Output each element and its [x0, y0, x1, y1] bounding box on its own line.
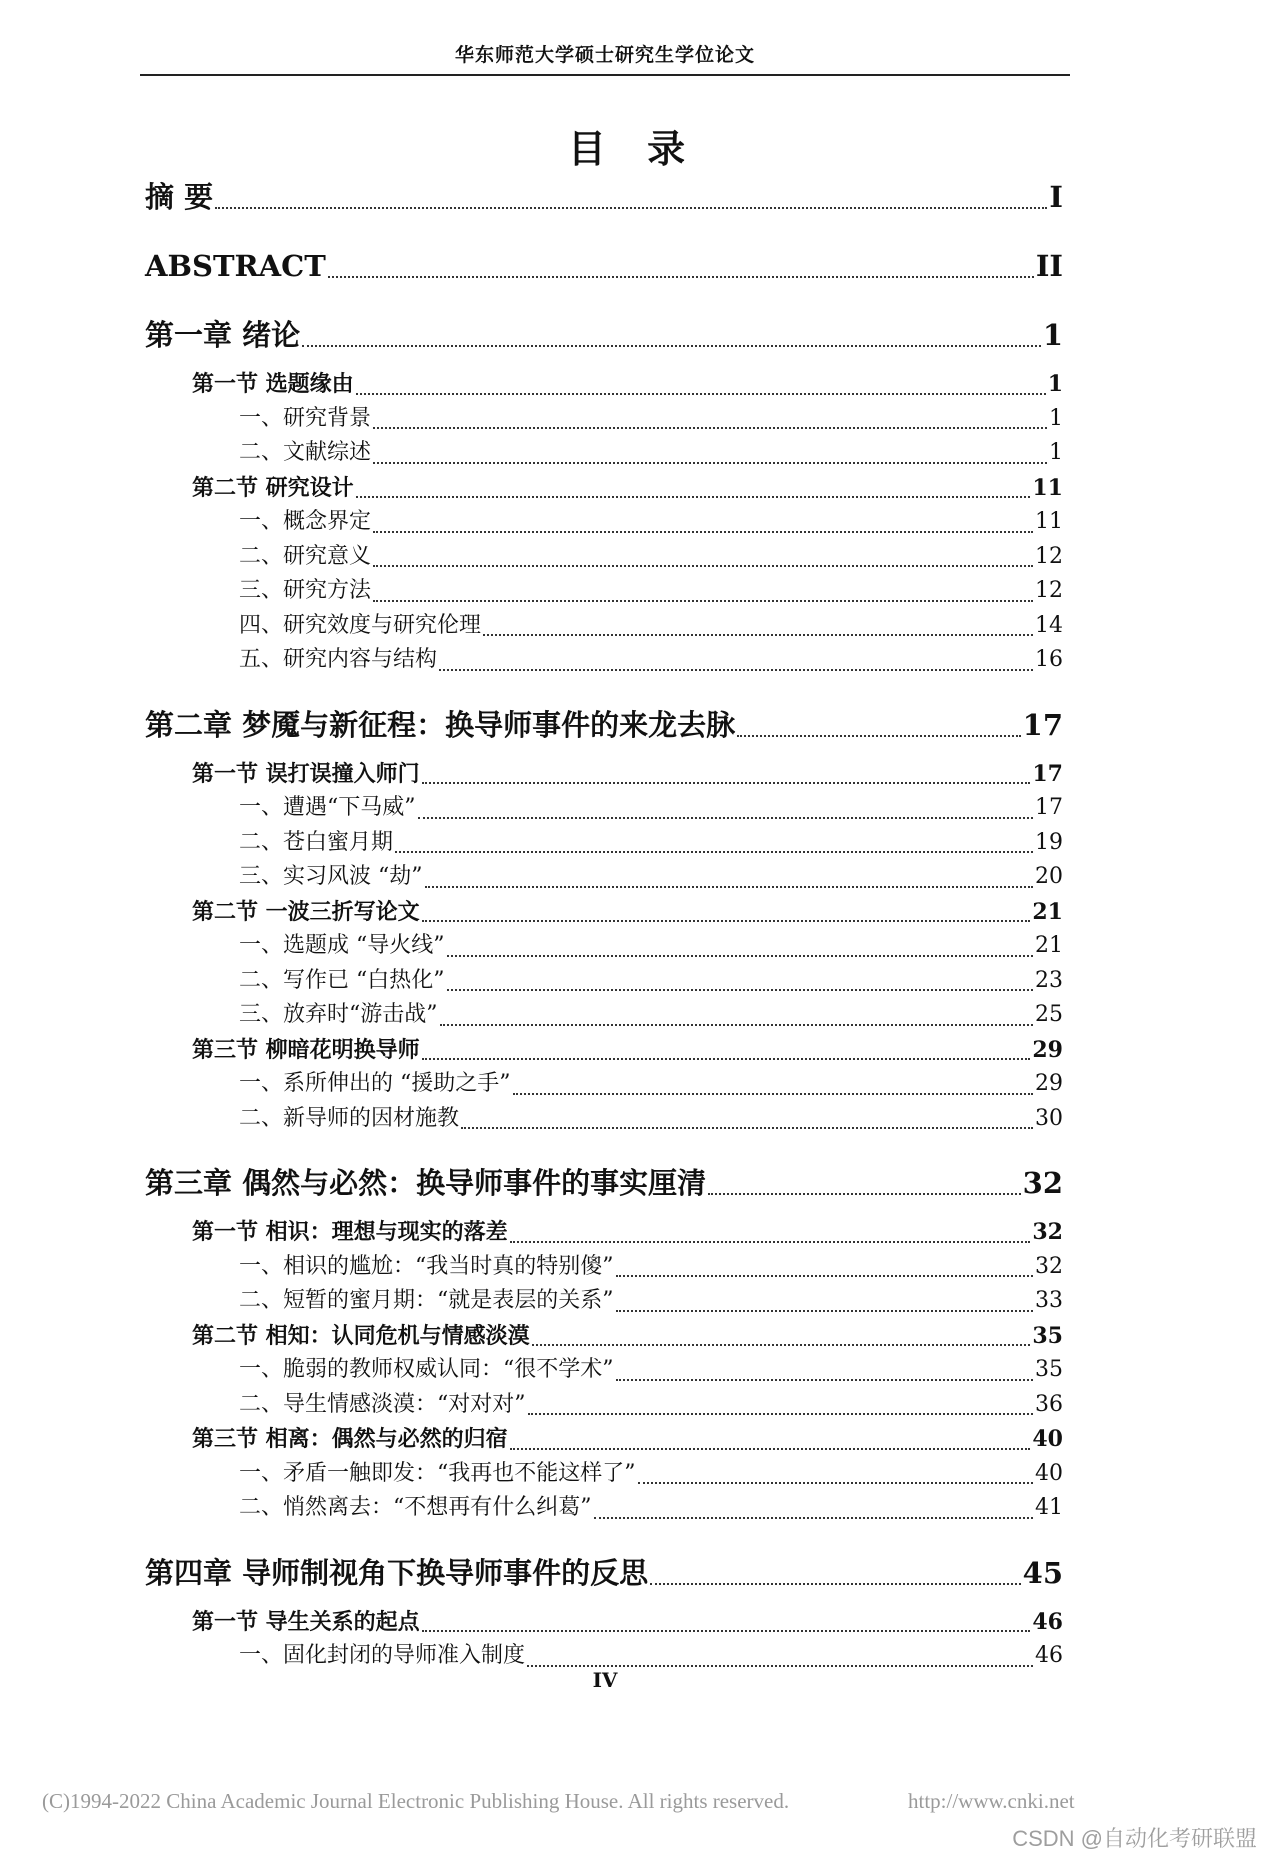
toc-entry — [145, 402, 1063, 437]
toc-entry-label: 一、系所伸出的 “援助之手” — [239, 1071, 511, 1096]
toc-entry — [145, 1161, 1063, 1205]
toc-dot-leader — [616, 1310, 1034, 1312]
toc-entry-page: 1 — [1049, 405, 1063, 431]
toc-dot-leader — [422, 920, 1031, 922]
toc-dot-leader — [425, 886, 1034, 888]
toc-entry — [145, 826, 1063, 861]
toc-entry-page: 17 — [1022, 707, 1063, 742]
toc-entry — [145, 1215, 1063, 1250]
toc-entry-page: 29 — [1032, 1036, 1063, 1063]
toc-dot-leader — [373, 427, 1047, 429]
toc-entry-page: 46 — [1032, 1608, 1063, 1635]
toc-entry — [145, 1284, 1063, 1319]
toc-entry-label: 二、悄然离去：“不想再有什么纠葛” — [239, 1495, 592, 1520]
toc-entry-label: 五、研究内容与结构 — [239, 647, 438, 672]
toc-entry-label: 二、苍白蜜月期 — [239, 829, 394, 855]
toc-dot-leader — [461, 1127, 1033, 1129]
toc-dot-leader — [422, 1058, 1031, 1060]
toc-entry-label: 一、矛盾一触即发：“我再也不能这样了” — [239, 1460, 636, 1486]
toc-entry-page: 33 — [1035, 1288, 1063, 1313]
toc-entry-label: 一、脆弱的教师权威认同：“很不学术” — [239, 1357, 614, 1382]
footer-url: http://www.cnki.net — [908, 1789, 1075, 1813]
toc-entry-label: ABSTRACT — [145, 249, 326, 283]
toc-title: 目 录 — [567, 126, 700, 171]
toc-dot-leader — [708, 1193, 1021, 1195]
toc-entry-page: 40 — [1035, 1460, 1063, 1486]
toc-entry-label: 二、导生情感淡漠：“对对对” — [239, 1391, 526, 1417]
toc-entry — [145, 1605, 1063, 1640]
toc-entry-label: 一、遭遇“下马威” — [239, 795, 416, 820]
header-rule — [140, 74, 1070, 76]
toc-entry — [145, 313, 1063, 357]
toc-entry — [145, 471, 1063, 506]
toc-dot-leader — [373, 565, 1033, 567]
toc-dot-leader — [527, 1665, 1033, 1667]
toc-dot-leader — [447, 955, 1034, 957]
toc-dot-leader — [616, 1379, 1034, 1381]
toc-entry-label: 一、概念界定 — [239, 509, 372, 534]
toc-entry — [145, 860, 1063, 895]
toc-entry-label: 第三节 柳暗花明换导师 — [192, 1036, 420, 1063]
toc-entry-label: 第二节 一波三折写论文 — [192, 898, 420, 925]
toc-entry-page: 35 — [1035, 1357, 1063, 1382]
toc-entry-label: 三、实习风波 “劫” — [239, 864, 423, 889]
toc-entry-page: 1 — [1047, 371, 1063, 397]
toc-entry-page: 25 — [1035, 1002, 1063, 1027]
toc-entry — [145, 175, 1063, 219]
toc-entry — [145, 436, 1063, 471]
toc-dot-leader — [356, 496, 1031, 498]
toc-entry-page: 46 — [1035, 1643, 1063, 1668]
toc-dot-leader — [513, 1093, 1034, 1095]
toc-dot-leader — [373, 531, 1033, 533]
toc-entry — [145, 1551, 1063, 1595]
toc-entry — [145, 1353, 1063, 1388]
toc-entry-label: 一、选题成 “导火线” — [239, 933, 445, 958]
running-header: 华东师范大学硕士研究生学位论文 — [454, 44, 755, 66]
toc-entry-label: 第一章 绪论 — [145, 318, 301, 352]
toc-entry — [145, 367, 1063, 402]
toc-entry-label: 第二章 梦魇与新征程：换导师事件的来龙去脉 — [145, 707, 736, 742]
toc-entry-label: 第三节 相离：偶然与必然的归宿 — [192, 1426, 508, 1452]
toc-entry-page: 20 — [1035, 864, 1063, 889]
toc-dot-leader — [215, 207, 1047, 209]
toc-entry-page: 35 — [1032, 1322, 1063, 1349]
toc-dot-leader — [737, 735, 1021, 737]
toc-dot-leader — [302, 345, 1041, 347]
toc-entry-page: 12 — [1035, 543, 1063, 569]
toc-entry-label: 一、研究背景 — [239, 405, 372, 431]
toc-entry-page: 11 — [1032, 474, 1063, 501]
toc-entry-page: 21 — [1032, 898, 1063, 925]
toc-entry-page: 30 — [1035, 1105, 1063, 1131]
toc-entry — [145, 998, 1063, 1033]
toc-entry-page: 32 — [1035, 1253, 1063, 1279]
toc-entry-label: 一、固化封闭的导师准入制度 — [239, 1643, 526, 1668]
toc-dot-leader — [418, 817, 1034, 819]
toc-entry — [145, 609, 1063, 644]
toc-entry-page: 1 — [1042, 318, 1063, 352]
toc-dot-leader — [356, 393, 1046, 395]
toc-entry-label: 第一节 选题缘由 — [192, 371, 354, 397]
toc-entry — [145, 791, 1063, 826]
toc-entry-page: 32 — [1022, 1166, 1063, 1200]
toc-dot-leader — [373, 600, 1033, 602]
toc-entry-page: 16 — [1035, 647, 1063, 672]
toc-entry-label: 第四章 导师制视角下换导师事件的反思 — [145, 1555, 649, 1590]
toc-entry — [145, 1422, 1063, 1457]
toc-dot-leader — [532, 1344, 1031, 1346]
toc-dot-leader — [650, 1583, 1021, 1585]
page-number: IV — [592, 1668, 618, 1692]
toc-entry-label: 三、研究方法 — [239, 578, 372, 603]
toc-dot-leader — [373, 462, 1047, 464]
toc-entry — [145, 1457, 1063, 1492]
toc-dot-leader — [483, 634, 1033, 636]
toc-entry-label: 一、相识的尴尬：“我当时真的特别傻” — [239, 1253, 614, 1279]
toc-entry-page: 17 — [1032, 760, 1063, 787]
watermark: CSDN @自动化考研联盟 — [1012, 1826, 1257, 1851]
toc-entry-page: 19 — [1035, 829, 1063, 855]
toc-entry-label: 二、短暂的蜜月期：“就是表层的关系” — [239, 1288, 614, 1313]
toc-dot-leader — [528, 1413, 1034, 1415]
toc-entry-page: 45 — [1022, 1555, 1063, 1590]
toc-dot-leader — [422, 782, 1031, 784]
toc-entry-page: 12 — [1035, 578, 1063, 603]
toc-entry-label: 四、研究效度与研究伦理 — [239, 612, 482, 638]
toc-entry-label: 第二节 研究设计 — [192, 474, 354, 501]
toc-entry-page: 17 — [1035, 795, 1063, 820]
toc-entry-page: 23 — [1035, 967, 1063, 993]
toc-entry — [145, 1067, 1063, 1102]
toc-entry-page: 36 — [1035, 1391, 1063, 1417]
toc-entry — [145, 1491, 1063, 1526]
toc-entry-label: 二、新导师的因材施教 — [239, 1105, 460, 1131]
toc-dot-leader — [440, 1024, 1034, 1026]
toc-entry-label: 第一节 误打误撞入师门 — [192, 760, 420, 787]
toc-entry-label: 三、放弃时“游击战” — [239, 1002, 438, 1027]
toc-entry-page: 41 — [1035, 1495, 1063, 1520]
footer-copyright: (C)1994-2022 China Academic Journal Electronic Publishing House. All rights reserved. — [42, 1789, 790, 1813]
toc-entry — [145, 244, 1063, 288]
toc-dot-leader — [395, 851, 1033, 853]
toc-entry-page: 32 — [1032, 1219, 1063, 1245]
toc-entry-page: 40 — [1032, 1426, 1063, 1452]
toc-entry — [145, 643, 1063, 678]
toc-entry — [145, 505, 1063, 540]
toc-entry-page: 21 — [1035, 933, 1063, 958]
toc-dot-leader — [510, 1448, 1031, 1450]
toc-entry — [145, 574, 1063, 609]
toc-entry-page: 11 — [1035, 509, 1063, 534]
toc-entry-label: 第一节 相识：理想与现实的落差 — [192, 1219, 508, 1245]
toc-entry-label: 二、文献综述 — [239, 440, 372, 465]
toc-entry — [145, 540, 1063, 575]
toc-entry-label: 第二节 相知：认同危机与情感淡漠 — [192, 1322, 530, 1349]
toc-entry — [145, 757, 1063, 792]
toc-entry-page: 29 — [1035, 1071, 1063, 1096]
toc-entry-label: 第三章 偶然与必然：换导师事件的事实厘清 — [145, 1166, 707, 1200]
toc-entry — [145, 964, 1063, 999]
toc-dot-leader — [594, 1517, 1034, 1519]
toc-entry — [145, 1388, 1063, 1423]
toc-dot-leader — [616, 1275, 1034, 1277]
toc-entry-label: 第一节 导生关系的起点 — [192, 1608, 420, 1635]
toc-entry — [145, 1033, 1063, 1068]
toc-entry-label: 摘 要 — [145, 180, 214, 214]
toc-entry-label: 二、研究意义 — [239, 543, 372, 569]
toc-entry-page: I — [1049, 180, 1063, 214]
toc-entry-page: II — [1035, 249, 1063, 283]
toc-entry-page: 1 — [1049, 440, 1063, 465]
toc-dot-leader — [439, 669, 1033, 671]
table-of-contents — [145, 175, 1063, 1674]
toc-dot-leader — [638, 1482, 1034, 1484]
toc-dot-leader — [328, 276, 1034, 278]
toc-entry — [145, 929, 1063, 964]
toc-entry — [145, 1319, 1063, 1354]
toc-dot-leader — [422, 1630, 1031, 1632]
toc-entry-label: 二、写作已 “白热化” — [239, 967, 445, 993]
toc-entry — [145, 1102, 1063, 1137]
toc-entry — [145, 703, 1063, 747]
toc-dot-leader — [447, 989, 1034, 991]
toc-dot-leader — [510, 1241, 1031, 1243]
toc-entry — [145, 895, 1063, 930]
toc-entry — [145, 1250, 1063, 1285]
toc-entry-page: 14 — [1035, 612, 1063, 638]
